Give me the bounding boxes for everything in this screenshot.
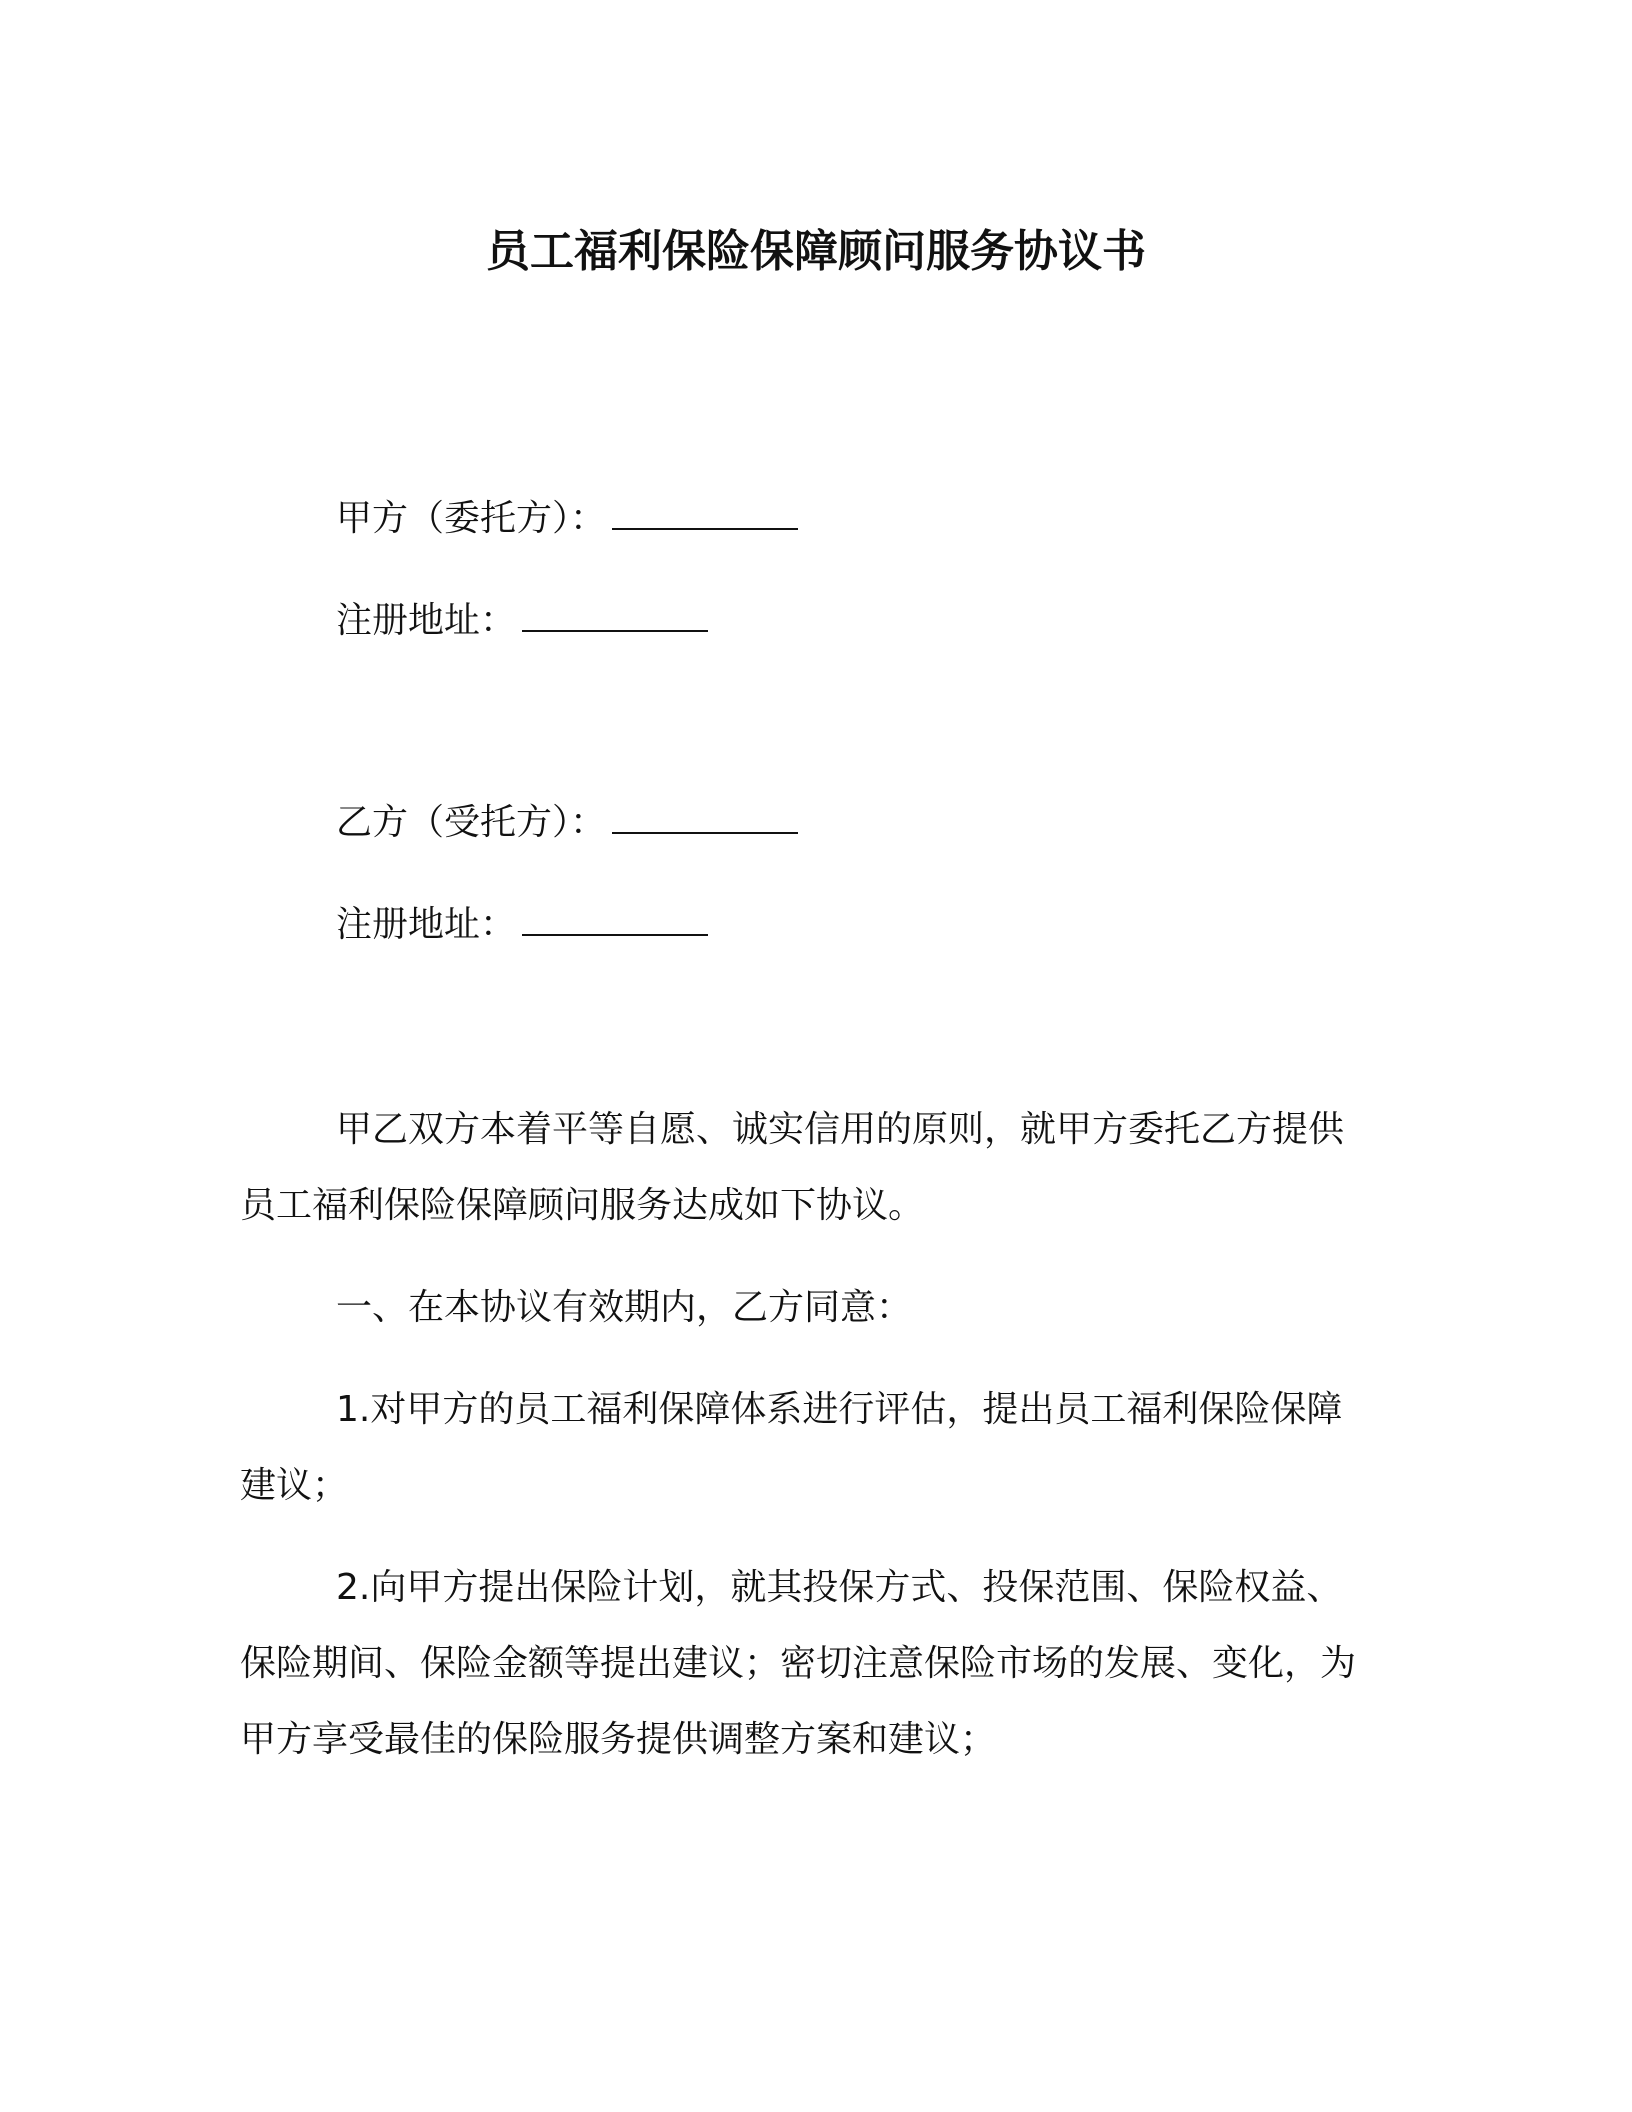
party-a-address-blank-line [522, 596, 708, 632]
party-b-address-field [336, 900, 708, 950]
clause-1: 1.对甲方的员工福利保障体系进行评估，提出员工福利保险保障建议； [240, 1389, 1343, 1506]
party-b-field [336, 798, 798, 848]
clause-2: 2.向甲方提出保险计划，就其投保方式、投保范围、保险权益、保险期间、保险金额等提出建议；密切注意保险市场的发展、变化，为甲方享受最佳的保险服务提供调整方案和建议； [240, 1567, 1357, 1760]
party-b-address-blank-line [522, 900, 708, 936]
party-b-blank-line [612, 798, 798, 834]
document-title: 员工福利保险保障顾问服务协议书 [486, 226, 1146, 277]
party-a-field [336, 494, 798, 544]
party-b-label: 乙方（受托方）： [336, 802, 607, 843]
party-a-label: 甲方（委托方）： [336, 498, 607, 539]
party-b-address-label: 注册地址： [336, 904, 517, 945]
party-a-blank-line [612, 494, 798, 530]
section-one-heading: 一、在本协议有效期内，乙方同意： [336, 1287, 913, 1328]
party-a-address-label: 注册地址： [336, 600, 517, 641]
party-a-address-field [336, 596, 708, 646]
intro-paragraph: 甲乙双方本着平等自愿、诚实信用的原则，就甲方委托乙方提供员工福利保险保障顾问服务达成如下协议。 [240, 1109, 1345, 1226]
